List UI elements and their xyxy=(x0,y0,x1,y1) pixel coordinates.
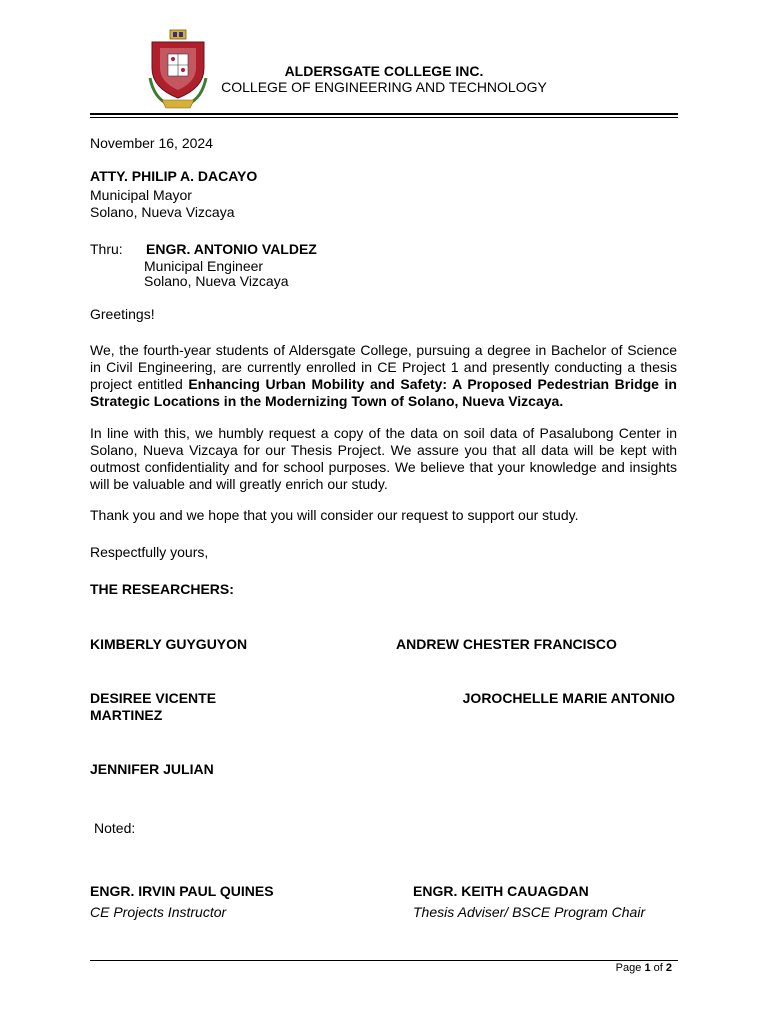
letterhead-divider-thin xyxy=(90,117,678,118)
thru-block xyxy=(144,241,317,290)
body-paragraph-2 xyxy=(90,425,677,493)
recipient-name: ATTY. PHILIP A. DACAYO xyxy=(90,168,258,184)
recipient-address: Solano, Nueva Vizcaya xyxy=(90,204,235,220)
body-paragraph-1-text: We, the fourth-year students of Aldersgate College, pursuing a degree in Bachelor of Science in Civil Engineering, are currently enrolled in CE Project 1 and presently conducting a thesis project entitled xyxy=(90,342,677,392)
researcher-name-line-2: MARTINEZ xyxy=(90,707,163,723)
body-paragraph-2-text: In line with this, we humbly request a copy of the data on soil data of Pasalubong Center in Solano, Nueva Vizcaya for our Thesis Project. We assure you that all data will be kept with outmost confidentiality and for school purposes. We believe that your knowledge and insights will be valuable and will greatly enrich our study. xyxy=(90,425,677,492)
noted-signatory-2 xyxy=(413,883,645,921)
letter-date: November 16, 2024 xyxy=(90,135,213,151)
thru-address: Solano, Nueva Vizcaya xyxy=(144,273,289,289)
greeting: Greetings! xyxy=(90,306,155,322)
page-word: Page xyxy=(615,962,642,974)
researcher-name: JOROCHELLE MARIE ANTONIO xyxy=(462,690,675,706)
noted-signatory-1 xyxy=(90,883,274,921)
thru-title: Municipal Engineer xyxy=(144,258,264,274)
body-paragraph-3 xyxy=(90,507,677,524)
signatory-name: ENGR. IRVIN PAUL QUINES xyxy=(90,883,274,899)
researcher-name-line-1: DESIREE VICENTE xyxy=(90,690,217,706)
researchers-heading: THE RESEARCHERS: xyxy=(90,581,234,597)
researcher-name: JENNIFER JULIAN xyxy=(90,761,214,777)
of-word: of xyxy=(653,962,663,974)
researcher-name: KIMBERLY GUYGUYON xyxy=(90,636,248,652)
researcher-name xyxy=(90,690,216,724)
footer-divider xyxy=(90,960,678,961)
total-pages: 2 xyxy=(665,962,672,974)
current-page: 1 xyxy=(644,962,651,974)
closing: Respectfully yours, xyxy=(90,544,209,560)
page-number xyxy=(616,962,672,975)
signatory-role: CE Projects Instructor xyxy=(90,904,227,920)
signatory-role: Thesis Adviser/ BSCE Program Chair xyxy=(413,904,646,920)
thru-label: Thru: xyxy=(90,241,123,257)
recipient-title: Municipal Mayor xyxy=(90,187,192,203)
department-name: COLLEGE OF ENGINEERING AND TECHNOLOGY xyxy=(221,79,547,95)
body-paragraph-3-text: Thank you and we hope that you will consider our request to support our study. xyxy=(90,507,579,523)
recipient-block xyxy=(90,168,257,221)
signatory-name: ENGR. KEITH CAUAGDAN xyxy=(413,883,589,899)
noted-label: Noted: xyxy=(94,820,136,836)
letterhead-divider xyxy=(90,113,678,115)
thesis-title: Enhancing Urban Mobility and Safety: A Proposed Pedestrian Bridge in Strategic Locations in the Modernizing Town of Solano, Nueva Vizcaya. xyxy=(90,376,677,409)
thru-name: ENGR. ANTONIO VALDEZ xyxy=(146,241,317,257)
researcher-name: ANDREW CHESTER FRANCISCO xyxy=(396,636,617,652)
institution-name: ALDERSGATE COLLEGE INC. xyxy=(284,63,484,79)
body-paragraph-1 xyxy=(90,342,677,410)
